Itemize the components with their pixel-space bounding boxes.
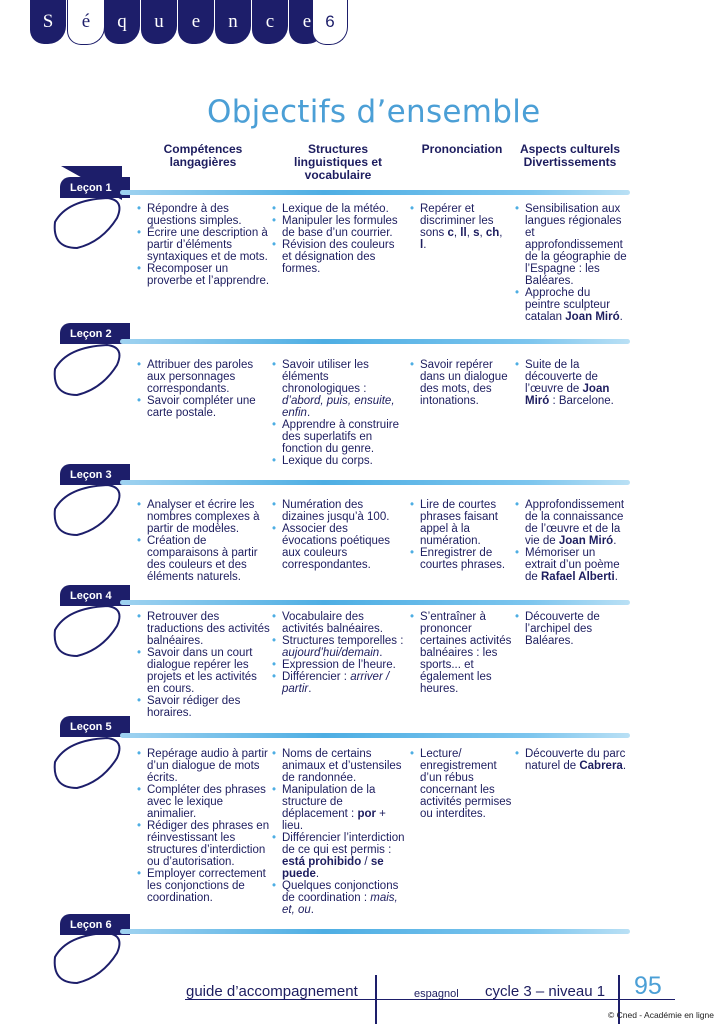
list-item: • Quelques conjonctions de coordination : mais, et, ou.: [272, 880, 405, 916]
list-item: • Analyser et écrire les nombres complexes à partir de modèles.: [137, 499, 270, 535]
list-item: • Savoir repérer dans un dialogue des mots, des intonations.: [410, 359, 512, 407]
list-item: • Retrouver des traductions des activités balnéaires.: [137, 611, 270, 647]
lesson-shape: [47, 568, 127, 658]
list-item: • Différencier l’interdiction de ce qui est permis : está prohibido / se puede.: [272, 832, 405, 880]
l2-structures: [272, 359, 405, 467]
list-item: • Lexique de la météo.: [272, 203, 405, 215]
lesson-shape: [47, 447, 127, 537]
lesson-2-tab: Leçon 2: [60, 323, 130, 344]
header-letter: e: [178, 0, 214, 44]
footer-divider: [375, 975, 377, 1024]
list-item: • Employer correctement les conjonctions de coordination.: [137, 868, 272, 904]
l3-competences: [137, 499, 270, 583]
list-item: • Découverte du parc naturel de Cabrera.: [515, 748, 627, 772]
footer-subject: espagnol: [414, 988, 459, 1000]
list-item: • Savoir rédiger des horaires.: [137, 695, 270, 719]
l5-structures: [272, 748, 405, 916]
list-item: • Attribuer des paroles aux personnages correspondants.: [137, 359, 270, 395]
l4-culture: [515, 611, 627, 647]
list-item: • Lire de courtes phrases faisant appel à la numération.: [410, 499, 512, 547]
list-item: • Recomposer un proverbe et l’apprendre.: [137, 263, 270, 287]
header-letter: q: [104, 0, 140, 44]
page-number: 95: [634, 972, 662, 1000]
divider: [120, 600, 630, 605]
lesson-5-tab: Leçon 5: [60, 716, 130, 737]
list-item: • Vocabulaire des activités balnéaires.: [272, 611, 405, 635]
l2-competences: [137, 359, 270, 419]
list-item: • Savoir compléter une carte postale.: [137, 395, 270, 419]
header-letter: c: [252, 0, 288, 44]
page-title: Objectifs d’ensemble: [207, 94, 541, 130]
l1-competences: [137, 203, 270, 287]
lesson-4-tab: Leçon 4: [60, 585, 130, 606]
l3-structures: [272, 499, 405, 571]
list-item: • Enregistrer de courtes phrases.: [410, 547, 512, 571]
copyright: © Cned - Académie en ligne: [608, 1010, 714, 1020]
list-item: • Écrire une description à partir d’éléments syntaxiques et de mots.: [137, 227, 270, 263]
header-letter: é: [67, 0, 105, 45]
footer-guide: guide d’accompagnement: [186, 983, 358, 1000]
l2-culture: [515, 359, 627, 407]
list-item: • Répondre à des questions simples.: [137, 203, 270, 227]
header-letter: u: [141, 0, 177, 44]
column-header-culture: Aspects culturels Divertissements: [519, 142, 621, 169]
divider: [120, 733, 630, 738]
list-item: • Sensibilisation aux langues régionales et approfondissement de la géographie de l’Espagne : les Baléares.: [515, 203, 627, 287]
list-item: • Suite de la découverte de l’œuvre de Joan Miró : Barcelone.: [515, 359, 627, 407]
lesson-shape: [47, 700, 127, 790]
column-header-competences: Compétences langagières: [163, 142, 243, 169]
lesson-6-tab: Leçon 6: [60, 914, 130, 935]
list-item: • Savoir utiliser les éléments chronologiques : d’abord, puis, ensuite, enfin.: [272, 359, 405, 419]
l1-prononciation: [410, 203, 512, 251]
l5-competences: [137, 748, 272, 904]
l3-prononciation: [410, 499, 512, 571]
list-item: • S’entraîner à prononcer certaines activités balnéaires : les sports... et également les heures.: [410, 611, 514, 695]
list-item: • Savoir dans un court dialogue repérer les projets et les activités en cours.: [137, 647, 270, 695]
divider: [120, 929, 630, 934]
lesson-shape: [47, 160, 127, 250]
list-item: • Découverte de l’archipel des Baléares.: [515, 611, 627, 647]
sequence-number: 6: [312, 0, 348, 45]
header-letter: S: [30, 0, 66, 44]
list-item: • Structures temporelles : aujourd’hui/demain.: [272, 635, 405, 659]
list-item: • Création de comparaisons à partir des couleurs et des éléments naturels.: [137, 535, 270, 583]
list-item: • Numération des dizaines jusqu’à 100.: [272, 499, 405, 523]
footer-cycle: cycle 3 – niveau 1: [485, 983, 606, 1000]
lesson-1-tab: Leçon 1: [60, 177, 130, 198]
list-item: • Expression de l’heure.: [272, 659, 405, 671]
l4-prononciation: [410, 611, 514, 695]
list-item: • Apprendre à construire des superlatifs en fonction du genre.: [272, 419, 405, 455]
l2-prononciation: [410, 359, 512, 407]
list-item: • Rédiger des phrases en réinvestissant les structures d’interdiction ou d’autorisation.: [137, 820, 272, 868]
l4-competences: [137, 611, 270, 719]
list-item: • Différencier : arriver / partir.: [272, 671, 405, 695]
list-item: • Repérage audio à partir d’un dialogue de mots écrits.: [137, 748, 272, 784]
lesson-shape: [47, 895, 127, 985]
list-item: • Lexique du corps.: [272, 455, 405, 467]
divider: [120, 480, 630, 485]
l4-structures: [272, 611, 405, 695]
list-item: • Manipulation de la structure de déplacement : por + lieu.: [272, 784, 405, 832]
divider: [120, 339, 630, 344]
lesson-3-tab: Leçon 3: [60, 464, 130, 485]
list-item: • Repérer et discriminer les sons c, ll, s, ch, l.: [410, 203, 512, 251]
list-item: • Associer des évocations poétiques aux couleurs correspondantes.: [272, 523, 405, 571]
list-item: • Noms de certains animaux et d’ustensiles de randonnée.: [272, 748, 405, 784]
divider: [120, 190, 630, 195]
column-header-structures: Structures linguistiques et vocabulaire: [293, 142, 382, 182]
list-item: • Mémoriser un extrait d’un poème de Rafael Alberti.: [515, 547, 627, 583]
l5-culture: [515, 748, 627, 772]
header-letter: n: [215, 0, 251, 44]
l3-culture: [515, 499, 627, 583]
header-letter: e: [289, 0, 325, 44]
column-header-prononciation: Prononciation: [421, 142, 503, 156]
l5-prononciation: [410, 748, 514, 820]
list-item: • Approfondissement de la connaissance de l’œuvre et de la vie de Joan Miró.: [515, 499, 627, 547]
list-item: • Manipuler les formules de base d’un courrier.: [272, 215, 405, 239]
list-item: • Lecture/ enregistrement d’un rébus concernant les activités permises ou interdites.: [410, 748, 514, 820]
l1-structures: [272, 203, 405, 275]
list-item: • Approche du peintre sculpteur catalan Joan Miró.: [515, 287, 627, 323]
lesson-shape: [47, 307, 127, 397]
l1-culture: [515, 203, 627, 323]
list-item: • Compléter des phrases avec le lexique animalier.: [137, 784, 272, 820]
list-item: • Révision des couleurs et désignation des formes.: [272, 239, 405, 275]
